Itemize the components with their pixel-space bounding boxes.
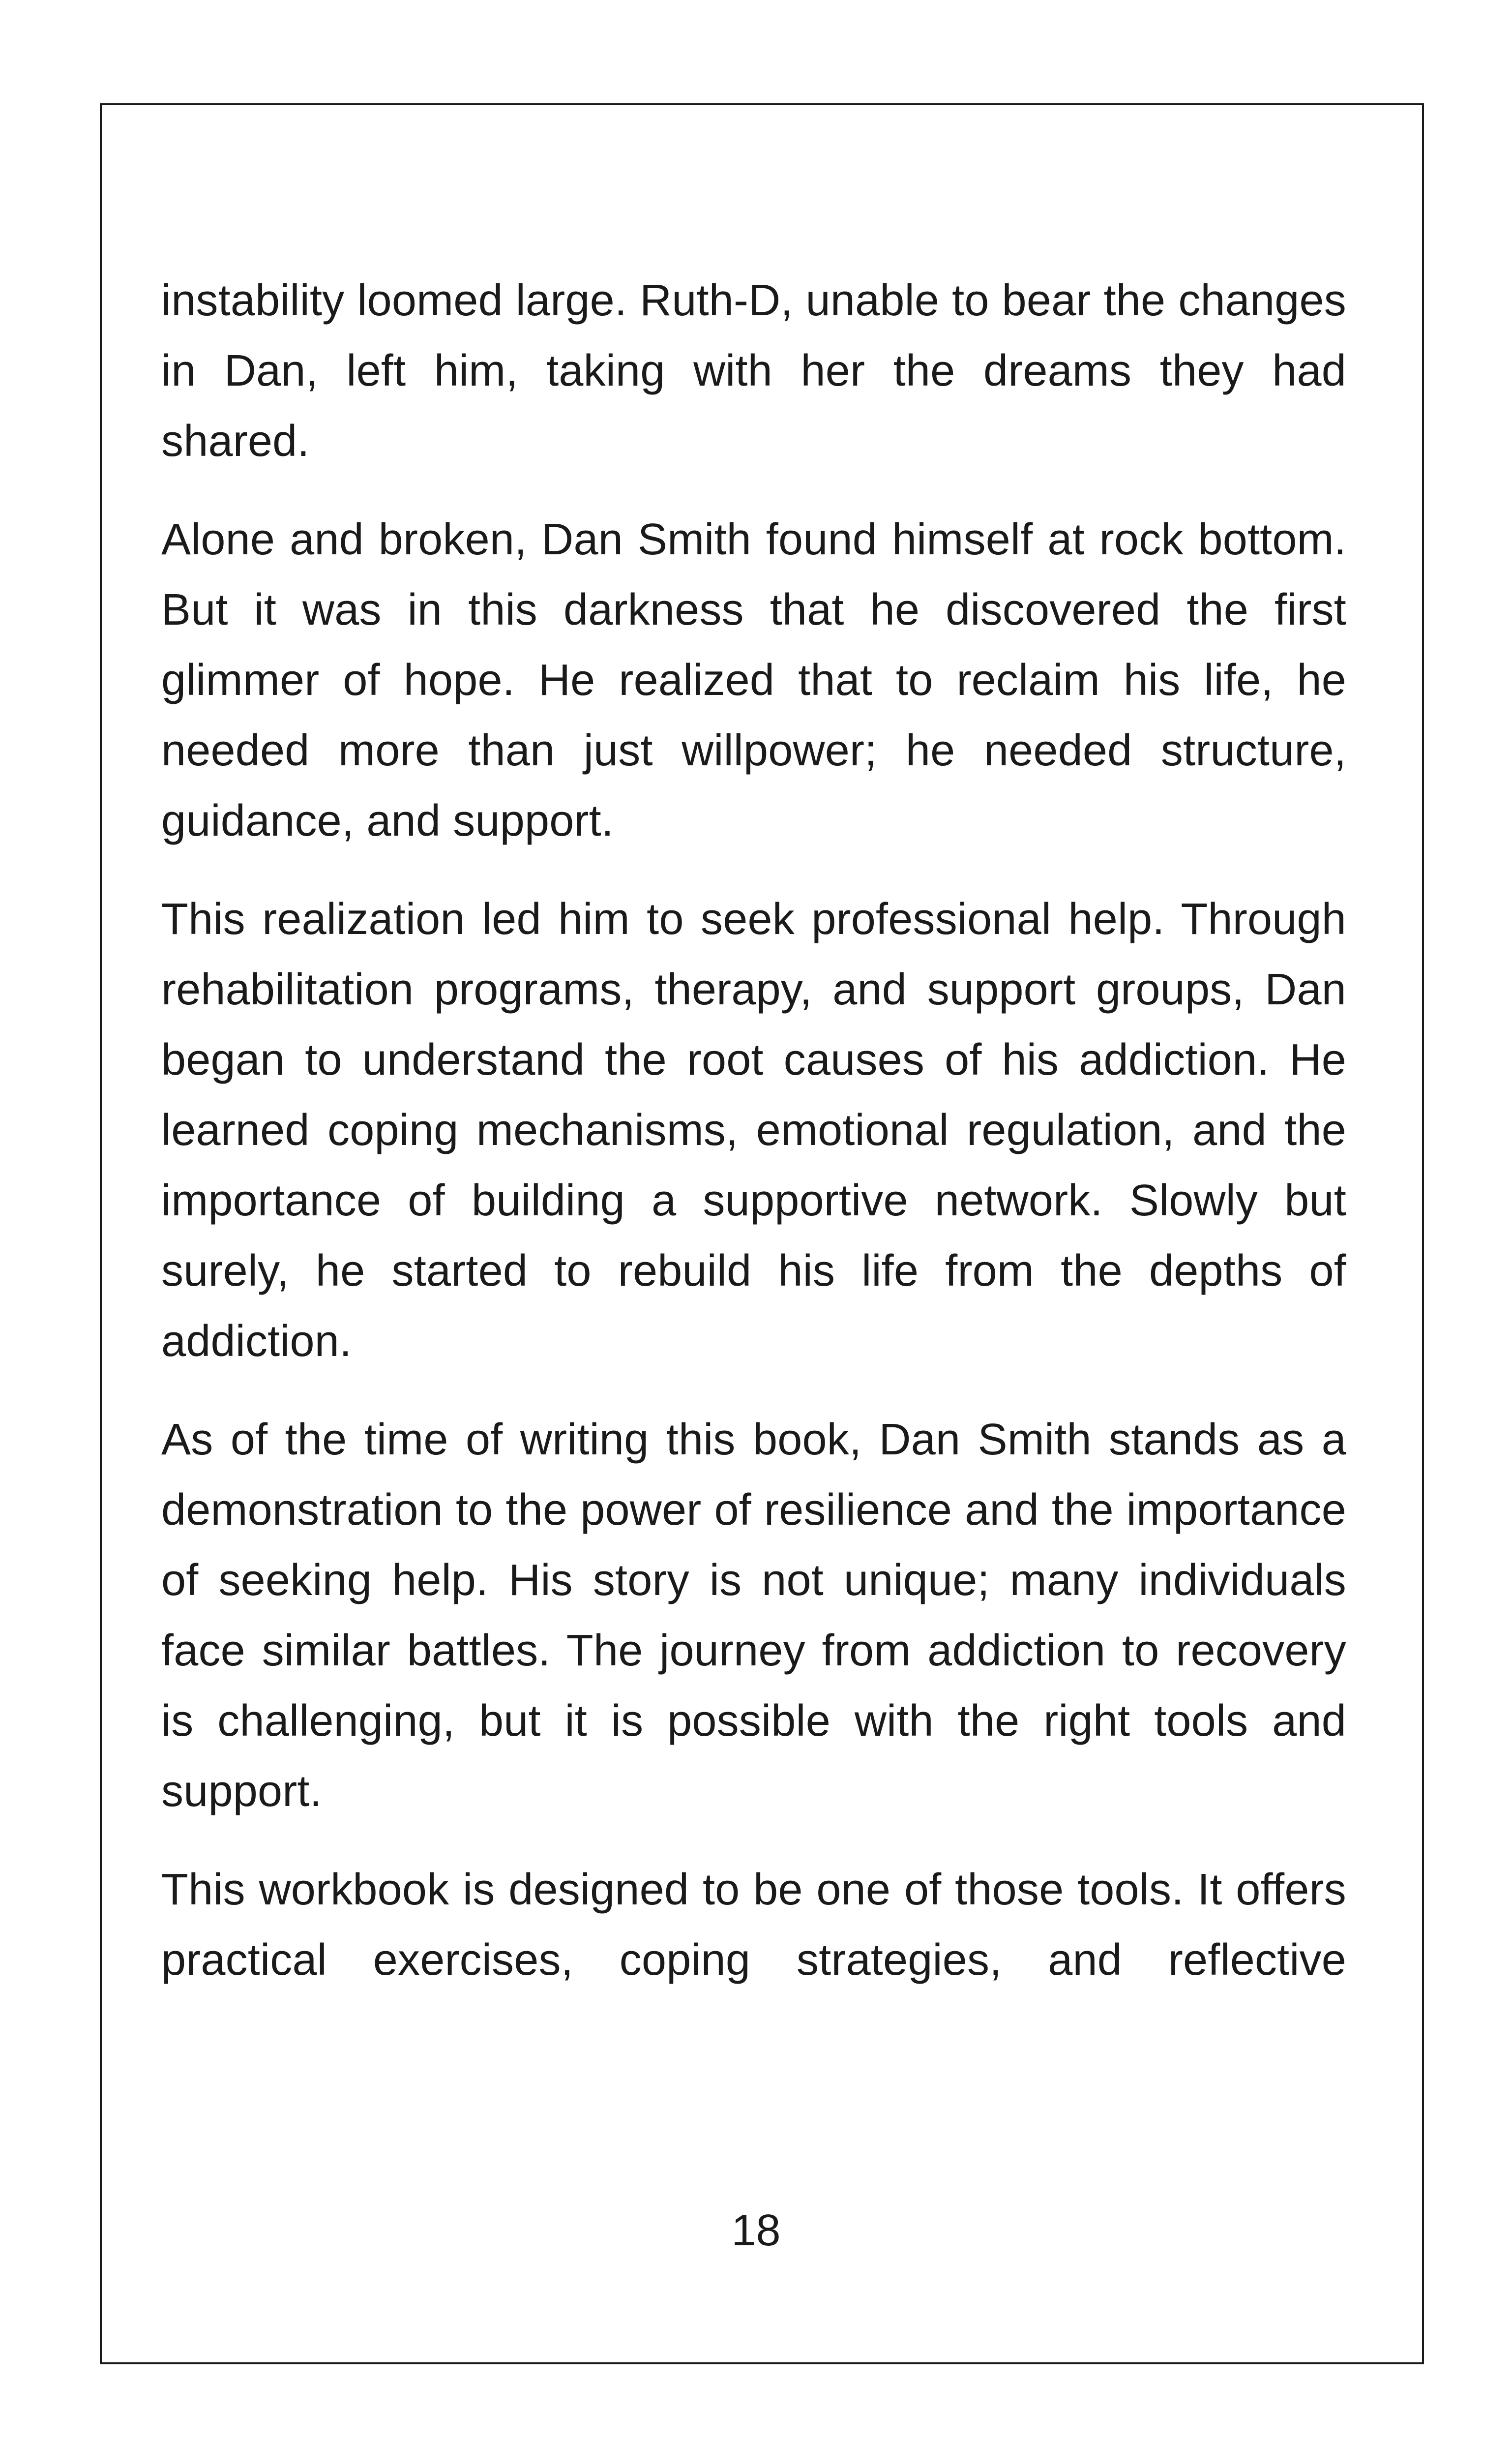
paragraph-5: This workbook is designed to be one of those tools. It offers practical exercises, coping strategies, and reflective	[161, 1865, 1346, 1985]
paragraph-2: Alone and broken, Dan Smith found himself at rock bottom. But it was in this darkness that he discovered the first glimmer of hope. He realized that to reclaim his life, he needed more than just willpower; he needed structure, guidance, and support.	[161, 515, 1346, 845]
paragraph-3: This realization led him to seek professional help. Through rehabilitation programs, therapy, and support groups, Dan began to understand the root causes of his addiction. He learned coping mechanisms, emotional regulation, and the importance of building a supportive network. Slowly but surely, he started to rebuild his life from the depths of addiction.	[161, 895, 1346, 1366]
page-number: 18	[731, 2206, 781, 2255]
paragraph-1: instability loomed large. Ruth-D, unable to bear the changes in Dan, left him, taking with her the dreams they had shared.	[161, 276, 1346, 466]
body-text	[161, 266, 1346, 2023]
paragraph-4: As of the time of writing this book, Dan Smith stands as a demonstration to the power of resilience and the importance of seeking help. His story is not unique; many individuals face similar battles. The journey from addiction to recovery is challenging, but it is possible with the right tools and support.	[161, 1415, 1346, 1816]
